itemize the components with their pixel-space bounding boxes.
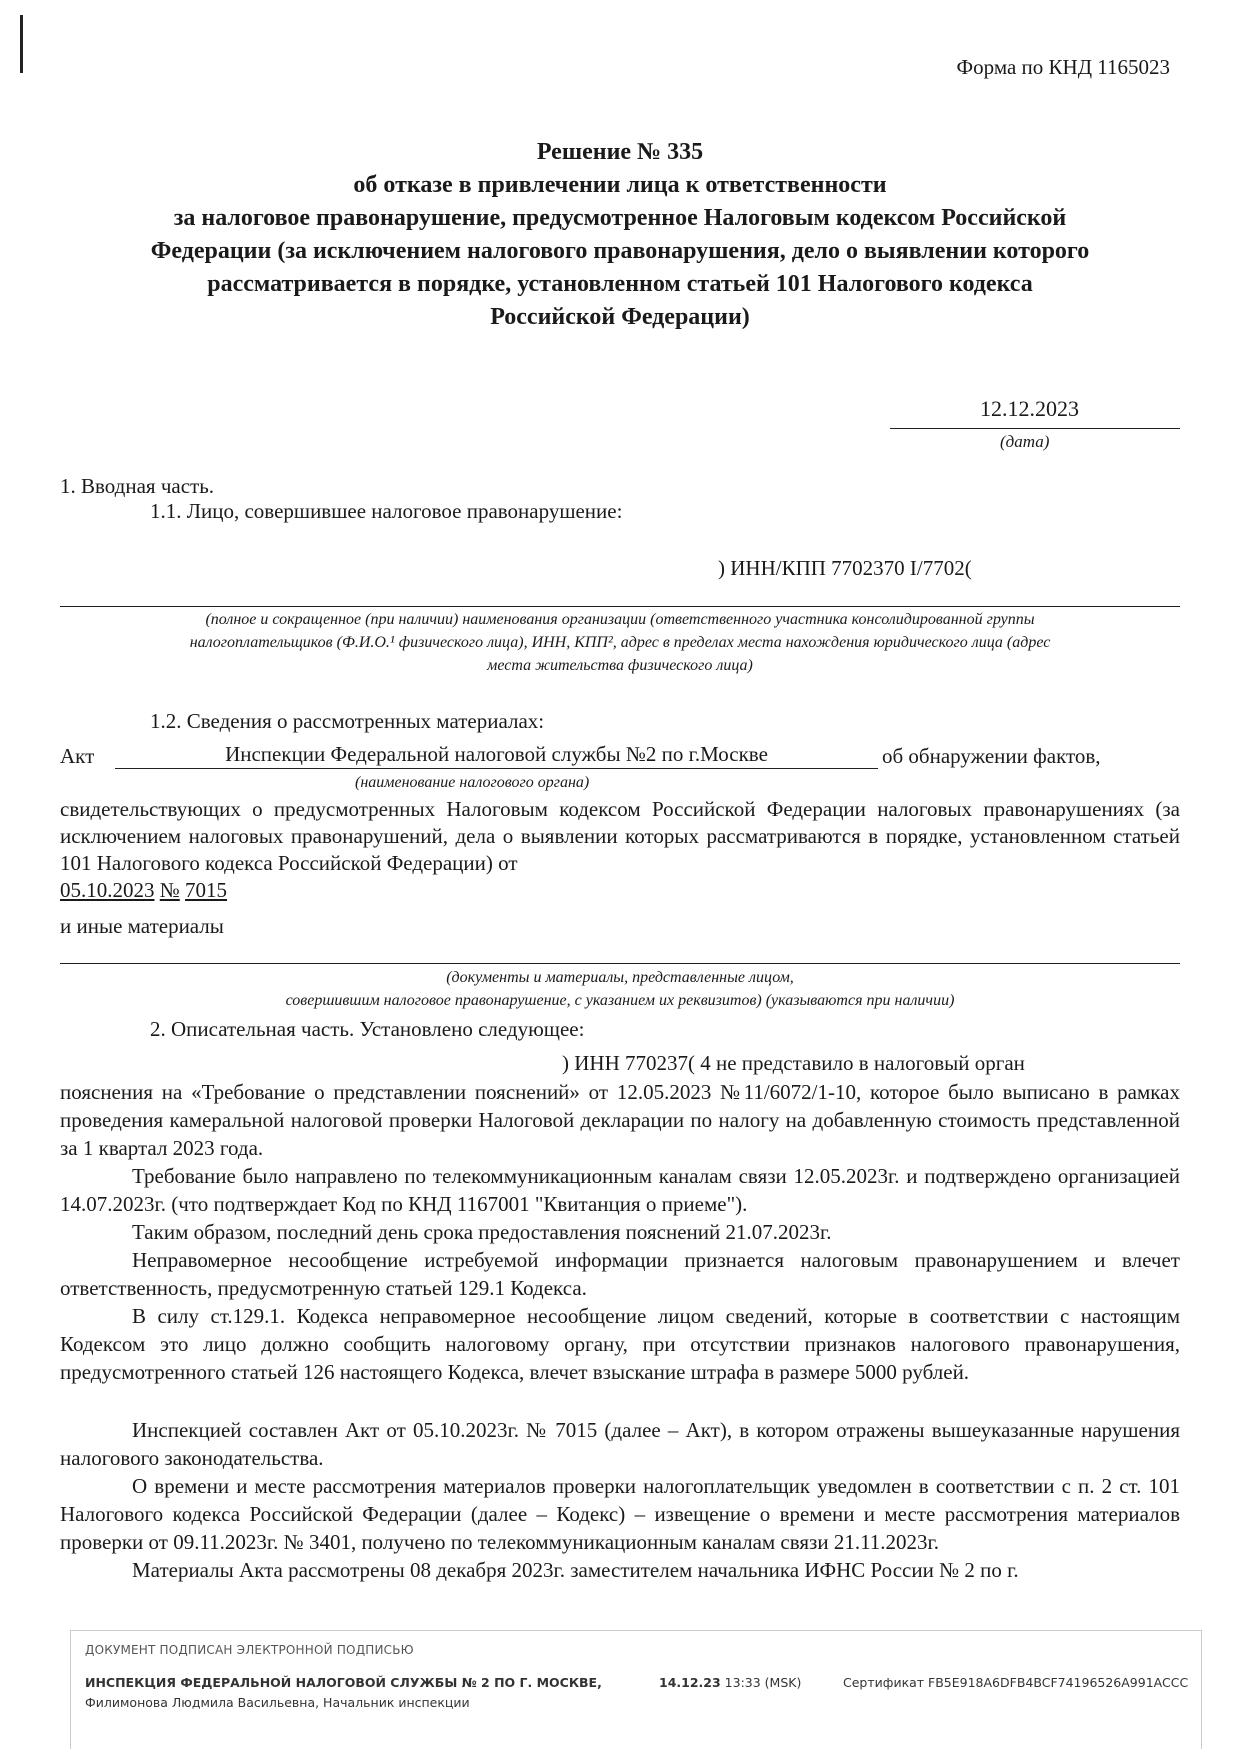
paragraph-3: Таким образом, последний день срока предоставления пояснений 21.07.2023г. (132, 1220, 832, 1244)
act-org-caption: (наименование налогового органа) (355, 774, 590, 791)
intro-heading: 1. Вводная часть. (60, 474, 215, 498)
paragraph-6: Инспекцией составлен Акт от 05.10.2023г. № 7015 (далее – Акт), в котором отражены вышеуказанные нарушения налогового законодательства. (60, 1418, 1180, 1470)
signature-org: ИНСПЕКЦИЯ ФЕДЕРАЛЬНОЙ НАЛОГОВОЙ СЛУЖБЫ № 2 ПО Г. МОСКВЕ, (85, 1675, 602, 1690)
paragraph-1: пояснения на «Требование о представлении пояснений» от 12.05.2023 №11/6072/1-10, которое было выписано в рамках проведения камеральной налоговой проверки Налоговой декларации по налогу на добавленную стоимость представленной за 1 квартал 2023 года. (60, 1080, 1180, 1160)
title-line-1: Решение № 335 (536, 139, 704, 165)
title-line-5: рассматривается в порядке, установленном статьей 101 Налогового кодекса (207, 271, 1033, 297)
descriptive-heading: 2. Описательная часть. Установлено следующее: (150, 1017, 585, 1041)
signature-certificate: Сертификат FB5E918A6DFB4BCF74196526A991ACCC (843, 1675, 1189, 1690)
inn-kpp: ) ИНН/КПП 7702370 I/7702( (718, 556, 972, 580)
signature-date: 14.12.23 (659, 1675, 721, 1690)
paragraph-gap (60, 1386, 1180, 1416)
act-date: 05.10.2023 (60, 878, 155, 902)
date-caption: (дата) (1000, 432, 1050, 451)
entity-caption-3: места жительства физического лица) (487, 657, 753, 674)
e-signature-stamp (70, 1630, 1202, 1749)
act-number: 7015 (185, 878, 228, 902)
other-materials: и иные материалы (60, 914, 224, 938)
paragraph-5: В силу ст.129.1. Кодекса неправомерное несообщение лицом сведений, которые в соответствии с настоящим Кодексом это лицо должно сообщить налоговому органу, при отсутствии признаков налогового правонарушения, предусмотренного статьей 126 настоящего Кодекса, влечет взыскание штрафа в размере 5000 рублей. (60, 1304, 1180, 1384)
act-description: свидетельствующих о предусмотренных Налоговым кодексом Российской Федерации налоговых правонарушениях (за исключением налоговых правонарушений, дела о выявлении которых рассматриваются в порядке, установленном статьей 101 Налогового кодекса Российской Федерации) от (60, 797, 1180, 875)
title-line-4: Федерации (за исключением налогового правонарушения, дело о выявлении которого (150, 238, 1090, 264)
signature-datetime (659, 1675, 801, 1690)
act-after: об обнаружении фактов, (882, 744, 1101, 768)
signature-person: Филимонова Людмила Васильевна, Начальник инспекции (85, 1695, 470, 1710)
descriptive-body (60, 1078, 1180, 1584)
document-title (70, 136, 1170, 334)
materials-caption-2: совершившим налоговое правонарушение, с указанием их реквизитов) (указываются при наличии) (285, 992, 955, 1009)
form-code: Форма по КНД 1165023 (956, 55, 1170, 79)
act-label: Акт (60, 744, 95, 768)
entity-underline (60, 606, 1180, 607)
entity-caption-2: налогоплательщиков (Ф.И.О.¹ физического лица), ИНН, КПП², адрес в пределах места нахождения юридического лица (адрес (189, 634, 1051, 651)
paragraph-7: О времени и месте рассмотрения материалов проверки налогоплательщик уведомлен в соответствии с п. 2 ст. 101 Налогового кодекса Российской Федерации (далее – Кодекс) – извещение о времени и месте рассмотрения материалов проверки от 09.11.2023г. № 3401, получено по телекоммуникационным каналам связи 21.11.2023г. (60, 1474, 1180, 1554)
paragraph-4: Неправомерное несообщение истребуемой информации признается налоговым правонарушением и влечет ответственность, предусмотренную статьей 129.1 Кодекса. (60, 1248, 1180, 1300)
signature-time: 13:33 (MSK) (724, 1675, 802, 1690)
paragraph-8: Материалы Акта рассмотрены 08 декабря 2023г. заместителем начальника ИФНС России № 2 по г. (132, 1558, 1019, 1582)
title-line-3: за налоговое правонарушение, предусмотренное Налоговым кодексом Российской (173, 205, 1067, 231)
decision-date: 12.12.2023 (980, 396, 1079, 421)
descriptive-first-line: ) ИНН 770237( 4 не представило в налоговый орган (562, 1051, 1025, 1075)
act-org: Инспекции Федеральной налоговой службы №2 по г.Москве (115, 741, 878, 769)
title-line-6: Российской Федерации) (490, 304, 750, 330)
title-line-2: об отказе в привлечении лица к ответственности (353, 172, 887, 198)
signature-header: ДОКУМЕНТ ПОДПИСАН ЭЛЕКТРОННОЙ ПОДПИСЬЮ (85, 1643, 414, 1657)
act-number-sign: № (159, 878, 180, 902)
entity-caption-1: (полное и сокращенное (при наличии) наименования организации (ответственного участника консолидированной группы (205, 611, 1035, 628)
act-text (60, 796, 1180, 904)
materials-caption-1: (документы и материалы, представленные лицом, (446, 969, 794, 986)
item-1-2: 1.2. Сведения о рассмотренных материалах: (150, 709, 545, 733)
edge-mark (20, 15, 23, 73)
paragraph-2: Требование было направлено по телекоммуникационным каналам связи 12.05.2023г. и подтверждено организацией 14.07.2023г. (что подтверждает Код по КНД 1167001 "Квитанция о приеме"). (60, 1164, 1180, 1216)
materials-underline (60, 963, 1180, 964)
item-1-1: 1.1. Лицо, совершившее налоговое правонарушение: (150, 499, 623, 523)
date-underline (890, 428, 1180, 429)
